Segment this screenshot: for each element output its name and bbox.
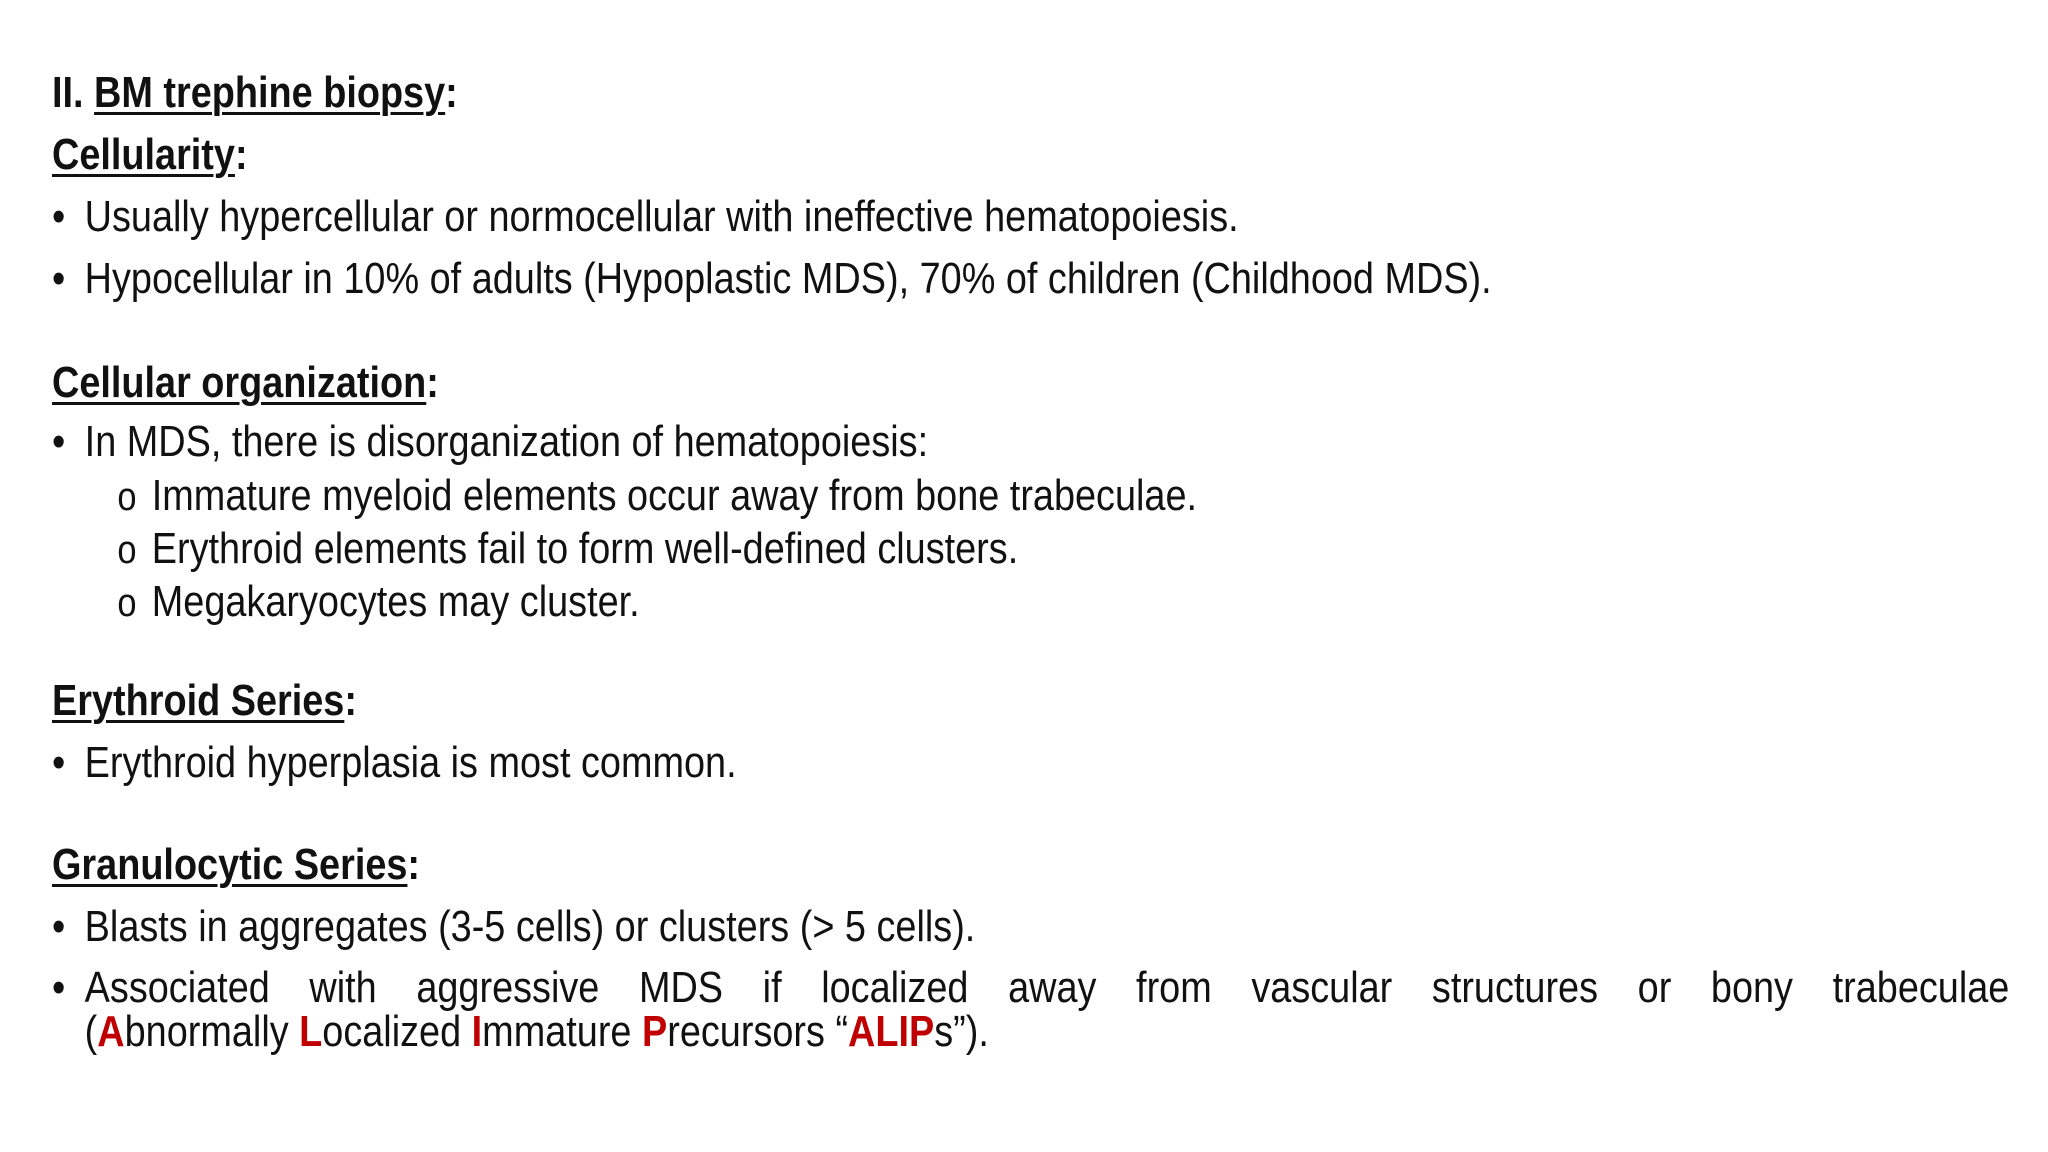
cellularity-bullet-1: • Usually hypercellular or normocellular with ineffective hematopoiesis.: [52, 186, 1729, 248]
alip-line: (Abnormally Localized Immature Precursors “ALIPs”).: [84, 1007, 989, 1056]
justified-line: Associated with aggressive MDS if localized away from vascular structures or bony trabeculae: [84, 963, 2010, 1012]
organization-sub-item-2: o Erythroid elements fail to form well-defined clusters.: [52, 522, 1729, 575]
title-underlined: BM trephine biopsy: [94, 68, 446, 117]
granulocytic-bullet-2: [52, 958, 2009, 1054]
acronym-letter-p: P: [641, 1007, 668, 1056]
sub-bullet-circle: o: [117, 528, 137, 572]
acronym-letter-a: A: [97, 1007, 125, 1056]
slide-title: II. BM trephine biopsy:: [52, 68, 458, 117]
bullet-dot: •: [52, 902, 66, 951]
organization-sub-item-1: o Immature myeloid elements occur away from bone trabeculae.: [52, 469, 1729, 522]
sub-bullet-circle: o: [117, 475, 137, 519]
organization-heading: Cellular organization:: [52, 358, 439, 407]
acronym-alip: ALIP: [848, 1007, 935, 1056]
slide-content: [52, 62, 2010, 1056]
bullet-dot: •: [52, 963, 66, 1012]
erythroid-bullet: • Erythroid hyperplasia is most common.: [52, 732, 1729, 794]
organization-bullet: • In MDS, there is disorganization of hematopoiesis:: [52, 414, 1729, 469]
cellularity-heading: Cellularity:: [52, 130, 248, 179]
organization-sub-item-3: o Megakaryocytes may cluster.: [52, 575, 1729, 628]
sub-bullet-circle: o: [117, 581, 137, 625]
bullet-dot: •: [52, 417, 66, 466]
bullet-dot: •: [52, 738, 66, 787]
granulocytic-bullet-1: • Blasts in aggregates (3-5 cells) or clusters (> 5 cells).: [52, 896, 1729, 958]
acronym-letter-i: I: [471, 1007, 483, 1056]
granulocytic-heading: Granulocytic Series:: [52, 840, 421, 889]
bullet-dot: •: [52, 254, 66, 303]
bullet-dot: •: [52, 192, 66, 241]
cellularity-bullet-2: • Hypocellular in 10% of adults (Hypoplastic MDS), 70% of children (Childhood MDS).: [52, 248, 1729, 310]
acronym-letter-l: L: [299, 1007, 323, 1056]
erythroid-heading: Erythroid Series:: [52, 676, 357, 725]
